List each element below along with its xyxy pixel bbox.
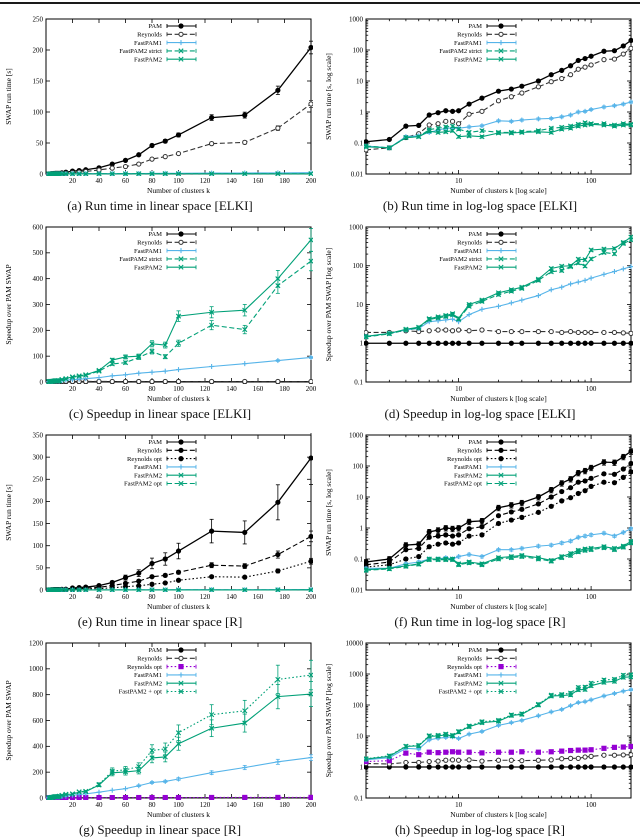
svg-text:500: 500 [32, 249, 43, 258]
svg-text:180: 180 [279, 593, 290, 601]
svg-text:400: 400 [32, 742, 43, 751]
svg-text:10: 10 [356, 493, 363, 502]
svg-text:Speedup over PAM SWAP [log sca: Speedup over PAM SWAP [log scale] [324, 663, 333, 778]
svg-text:1000: 1000 [349, 15, 363, 24]
svg-text:200: 200 [305, 385, 317, 393]
svg-text:FastPAM1: FastPAM1 [134, 464, 162, 472]
svg-text:0: 0 [39, 170, 43, 179]
svg-text:200: 200 [305, 593, 317, 601]
svg-text:100: 100 [173, 177, 184, 185]
svg-text:PAM: PAM [148, 23, 162, 31]
svg-text:80: 80 [148, 385, 156, 393]
chart-canvas-f [320, 422, 640, 614]
caption-g: (g) Speedup in linear space [R] [78, 822, 242, 837]
svg-text:1: 1 [359, 108, 363, 117]
svg-text:Number of clusters k [log scal: Number of clusters k [log scale] [450, 394, 547, 403]
svg-text:20: 20 [69, 801, 76, 809]
svg-text:PAM: PAM [468, 231, 482, 239]
svg-text:600: 600 [32, 223, 43, 232]
chart-canvas-e [0, 422, 320, 614]
svg-text:60: 60 [122, 593, 129, 601]
svg-text:100: 100 [585, 593, 597, 601]
svg-text:150: 150 [32, 77, 43, 86]
svg-text:120: 120 [199, 801, 211, 809]
svg-text:20: 20 [69, 593, 76, 601]
svg-text:FastPAM1: FastPAM1 [134, 39, 162, 47]
svg-text:160: 160 [252, 593, 264, 601]
caption-a: (a) Run time in linear space [ELKI] [67, 198, 253, 213]
svg-text:1: 1 [359, 524, 363, 533]
svg-text:40: 40 [95, 593, 103, 601]
subplot-a [0, 6, 320, 214]
svg-text:250: 250 [32, 15, 43, 24]
svg-text:0.01: 0.01 [350, 586, 363, 595]
svg-text:Reynolds: Reynolds [457, 31, 482, 39]
svg-text:1000: 1000 [349, 223, 363, 232]
svg-text:SWAP run time [s, log scale]: SWAP run time [s, log scale] [324, 53, 333, 140]
svg-text:FastPAM2 strict: FastPAM2 strict [439, 256, 482, 264]
svg-text:10: 10 [356, 77, 363, 86]
svg-text:160: 160 [252, 801, 264, 809]
chart-canvas-c [0, 214, 320, 406]
svg-text:80: 80 [148, 801, 156, 809]
svg-text:FastPAM1: FastPAM1 [134, 247, 162, 255]
svg-text:FastPAM2: FastPAM2 [134, 264, 162, 272]
caption-e: (e) Run time in linear space [R] [77, 614, 243, 629]
caption-h: (h) Speedup in log-log space [R] [394, 822, 566, 837]
svg-text:Reynolds: Reynolds [457, 447, 482, 455]
svg-text:100: 100 [173, 593, 184, 601]
svg-text:FastPAM2 opt: FastPAM2 opt [443, 480, 482, 488]
svg-text:FastPAM2: FastPAM2 [454, 264, 482, 272]
svg-text:20: 20 [69, 385, 76, 393]
svg-text:PAM: PAM [468, 23, 482, 31]
chart-canvas-g [0, 630, 320, 822]
svg-text:20: 20 [69, 177, 76, 185]
svg-text:FastPAM2: FastPAM2 [454, 680, 482, 688]
svg-text:Reynolds: Reynolds [137, 447, 162, 455]
svg-text:Reynolds: Reynolds [137, 31, 162, 39]
svg-text:400: 400 [32, 274, 43, 283]
svg-text:0: 0 [39, 586, 43, 595]
svg-text:200: 200 [32, 326, 43, 335]
svg-text:SWAP run time [s]: SWAP run time [s] [4, 68, 13, 125]
caption-b: (b) Run time in log-log space [ELKI] [382, 198, 578, 213]
svg-text:300: 300 [32, 300, 43, 309]
svg-text:0: 0 [39, 794, 43, 803]
chart-canvas-d [320, 214, 640, 406]
svg-text:10: 10 [455, 801, 463, 809]
subplot-d [320, 214, 640, 422]
svg-text:40: 40 [95, 385, 103, 393]
svg-text:300: 300 [32, 453, 43, 462]
svg-text:Number of clusters k [log scal: Number of clusters k [log scale] [450, 810, 547, 819]
svg-text:80: 80 [148, 593, 156, 601]
svg-text:160: 160 [252, 177, 264, 185]
svg-text:SWAP run time [s, log scale]: SWAP run time [s, log scale] [324, 469, 333, 556]
svg-text:350: 350 [32, 431, 43, 440]
svg-text:60: 60 [122, 177, 129, 185]
svg-text:0.1: 0.1 [354, 139, 363, 148]
svg-text:FastPAM2 strict: FastPAM2 strict [119, 48, 162, 56]
svg-text:Reynolds opt: Reynolds opt [447, 663, 482, 671]
svg-text:200: 200 [32, 46, 43, 55]
svg-text:FastPAM2 strict: FastPAM2 strict [119, 256, 162, 264]
svg-text:Reynolds: Reynolds [457, 239, 482, 247]
svg-text:PAM: PAM [468, 647, 482, 655]
svg-text:FastPAM2: FastPAM2 [134, 680, 162, 688]
svg-text:Speedup over PAM SWAP [log sca: Speedup over PAM SWAP [log scale] [324, 247, 333, 362]
chart-canvas-a [0, 6, 320, 198]
svg-text:100: 100 [352, 462, 363, 471]
svg-text:10: 10 [455, 177, 463, 185]
svg-text:FastPAM2 strict: FastPAM2 strict [439, 48, 482, 56]
svg-text:140: 140 [226, 177, 237, 185]
svg-text:10: 10 [356, 732, 363, 741]
svg-text:SWAP run time [s]: SWAP run time [s] [4, 484, 13, 541]
svg-text:1: 1 [359, 339, 363, 348]
svg-text:0.01: 0.01 [350, 170, 363, 179]
svg-text:10: 10 [455, 385, 463, 393]
svg-text:200: 200 [305, 177, 317, 185]
svg-text:Speedup over PAM SWAP: Speedup over PAM SWAP [4, 680, 13, 761]
subplot-h [320, 630, 640, 838]
svg-text:FastPAM2: FastPAM2 [134, 472, 162, 480]
svg-text:Reynolds opt: Reynolds opt [127, 455, 162, 463]
svg-text:100: 100 [32, 352, 43, 361]
svg-text:120: 120 [199, 385, 211, 393]
svg-text:40: 40 [95, 177, 103, 185]
svg-text:PAM: PAM [148, 439, 162, 447]
svg-text:100: 100 [173, 801, 184, 809]
svg-text:80: 80 [148, 177, 156, 185]
svg-text:FastPAM2: FastPAM2 [454, 56, 482, 64]
svg-text:100: 100 [352, 262, 363, 271]
svg-text:60: 60 [122, 801, 129, 809]
svg-text:140: 140 [226, 385, 237, 393]
svg-text:100: 100 [585, 177, 597, 185]
svg-text:0.1: 0.1 [354, 555, 363, 564]
svg-text:Number of clusters k: Number of clusters k [146, 394, 211, 403]
svg-text:100: 100 [173, 385, 184, 393]
svg-text:50: 50 [36, 564, 43, 573]
svg-text:180: 180 [279, 177, 290, 185]
svg-text:PAM: PAM [468, 439, 482, 447]
svg-text:100: 100 [32, 542, 43, 551]
svg-text:1000: 1000 [349, 670, 363, 679]
svg-text:FastPAM2 opt: FastPAM2 opt [123, 480, 162, 488]
svg-text:Reynolds opt: Reynolds opt [447, 455, 482, 463]
svg-text:800: 800 [32, 690, 43, 699]
svg-text:100: 100 [585, 801, 597, 809]
svg-text:120: 120 [199, 593, 211, 601]
svg-text:Number of clusters k: Number of clusters k [146, 810, 211, 819]
figure-grid [0, 6, 640, 838]
svg-text:100: 100 [352, 701, 363, 710]
svg-text:Number of clusters k: Number of clusters k [146, 602, 211, 611]
svg-text:PAM: PAM [148, 231, 162, 239]
svg-text:Reynolds: Reynolds [137, 655, 162, 663]
svg-text:Reynolds: Reynolds [137, 239, 162, 247]
svg-text:0.1: 0.1 [354, 794, 363, 803]
svg-text:PAM: PAM [148, 647, 162, 655]
svg-text:120: 120 [199, 177, 211, 185]
svg-text:180: 180 [279, 385, 290, 393]
svg-text:Reynolds opt: Reynolds opt [127, 663, 162, 671]
subplot-e [0, 422, 320, 630]
svg-text:FastPAM1: FastPAM1 [454, 464, 482, 472]
svg-text:100: 100 [32, 108, 43, 117]
svg-text:140: 140 [226, 801, 237, 809]
svg-text:100: 100 [352, 46, 363, 55]
caption-c: (c) Speedup in linear space [ELKI] [68, 406, 252, 421]
svg-text:10: 10 [356, 300, 363, 309]
svg-text:10000: 10000 [345, 639, 363, 648]
svg-text:180: 180 [279, 801, 290, 809]
svg-text:140: 140 [226, 593, 237, 601]
svg-text:0.1: 0.1 [354, 378, 363, 387]
page-top-rule [0, 2, 640, 4]
svg-text:10: 10 [455, 593, 463, 601]
svg-text:FastPAM1: FastPAM1 [454, 39, 482, 47]
svg-text:40: 40 [95, 801, 103, 809]
svg-text:600: 600 [32, 716, 43, 725]
svg-text:1: 1 [359, 763, 363, 772]
chart-canvas-h [320, 630, 640, 822]
svg-text:Reynolds: Reynolds [457, 655, 482, 663]
svg-text:250: 250 [32, 475, 43, 484]
svg-text:Number of clusters k [log scal: Number of clusters k [log scale] [450, 602, 547, 611]
svg-text:1200: 1200 [29, 639, 43, 648]
svg-text:FastPAM2 + opt: FastPAM2 + opt [118, 688, 162, 696]
svg-text:150: 150 [32, 519, 43, 528]
svg-text:Speedup over PAM SWAP: Speedup over PAM SWAP [4, 264, 13, 345]
svg-text:200: 200 [305, 801, 317, 809]
subplot-f [320, 422, 640, 630]
svg-text:1000: 1000 [349, 431, 363, 440]
svg-text:FastPAM1: FastPAM1 [134, 672, 162, 680]
svg-text:FastPAM2: FastPAM2 [454, 472, 482, 480]
subplot-g [0, 630, 320, 838]
svg-text:200: 200 [32, 497, 43, 506]
svg-text:50: 50 [36, 139, 43, 148]
svg-text:160: 160 [252, 385, 264, 393]
svg-text:FastPAM1: FastPAM1 [454, 247, 482, 255]
svg-text:Number of clusters k: Number of clusters k [146, 186, 211, 195]
svg-text:FastPAM1: FastPAM1 [454, 672, 482, 680]
subplot-b [320, 6, 640, 214]
svg-text:60: 60 [122, 385, 129, 393]
svg-text:FastPAM2: FastPAM2 [134, 56, 162, 64]
caption-f: (f) Run time in log-log space [R] [394, 614, 566, 629]
svg-text:0: 0 [39, 378, 43, 387]
svg-text:200: 200 [32, 768, 43, 777]
svg-text:1000: 1000 [29, 665, 43, 674]
caption-d: (d) Speedup in log-log space [ELKI] [384, 406, 576, 421]
chart-canvas-b [320, 6, 640, 198]
svg-text:FastPAM2 + opt: FastPAM2 + opt [438, 688, 482, 696]
subplot-c [0, 214, 320, 422]
svg-text:100: 100 [585, 385, 597, 393]
svg-text:Number of clusters k [log scal: Number of clusters k [log scale] [450, 186, 547, 195]
